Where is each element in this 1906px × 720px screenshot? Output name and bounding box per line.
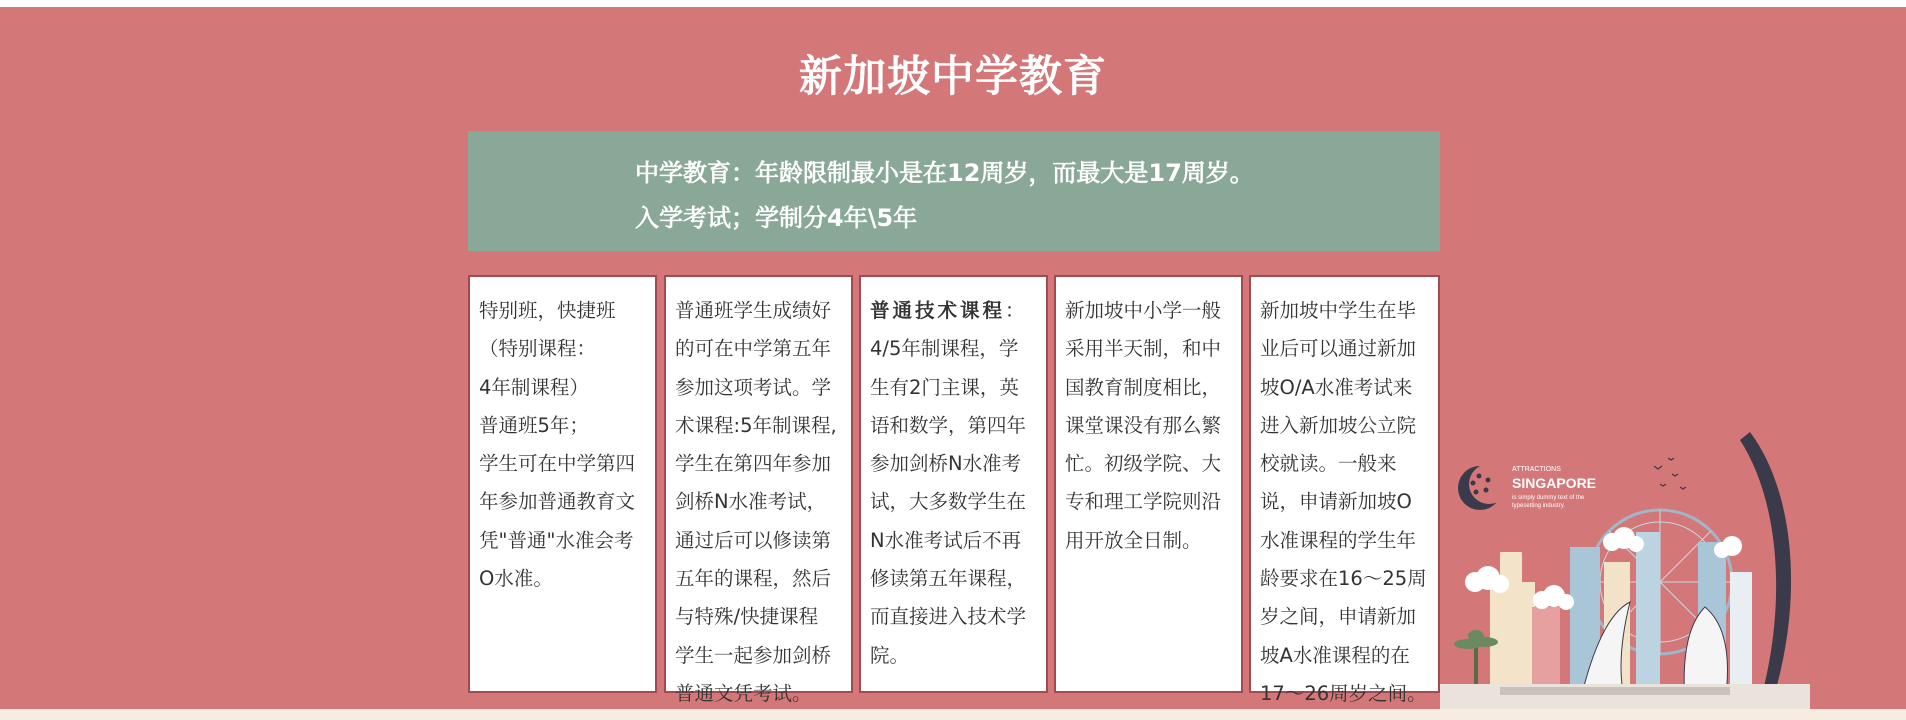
summary-box: [468, 131, 1440, 251]
crescent-stars-icon: [1458, 464, 1509, 510]
card-heading: 普通技术课程: [870, 299, 1006, 322]
card-line: 普通班5年；: [479, 413, 589, 437]
singapore-illustration: [1440, 432, 1810, 709]
card-line: 修读第五年课程，: [870, 567, 1027, 591]
card-line: 4/5年制课程，学: [870, 337, 1019, 361]
card-normal-class: [664, 275, 853, 705]
card-line: 岁之间，申请新加: [1260, 605, 1417, 629]
card-line: 年参加普通教育文: [479, 490, 636, 514]
attractions-label: ATTRACTIONS: [1512, 466, 1561, 473]
card-line: 学生可在中学第四: [479, 452, 636, 476]
card-line: 而直接进入技术学: [870, 605, 1027, 629]
card-line: 语和数学，第四年: [870, 413, 1027, 437]
card-line: （特别课程：: [479, 337, 597, 361]
card-line: 忙。初级学院、大: [1065, 452, 1222, 476]
card-line: 普通文凭考试。: [675, 681, 812, 705]
card-line: 校就读。一般来: [1260, 452, 1397, 476]
card-line: 五年的课程，然后: [675, 567, 832, 591]
card-line: 4年制课程）: [479, 375, 589, 399]
card-line: 院。: [870, 643, 910, 667]
card-line: O水准。: [479, 567, 553, 591]
summary-line-exam: 入学考试；学制分4年\5年: [635, 204, 918, 232]
card-line: 参加剑桥N水准考: [870, 452, 1022, 476]
card-line: 水准课程的学生年: [1260, 528, 1417, 552]
card-line: 采用半天制，和中: [1065, 337, 1222, 361]
card-line: 用开放全日制。: [1065, 528, 1202, 552]
card-line: 课堂课没有那么繁: [1065, 413, 1222, 437]
card-line: 说，申请新加坡O: [1260, 490, 1412, 514]
card-line: 业后可以通过新加: [1260, 337, 1417, 361]
card-line: 的可在中学第五年: [675, 337, 832, 361]
card-line: 新加坡中学生在毕: [1260, 299, 1417, 322]
card-graduation: [1249, 275, 1440, 705]
card-line: 国教育制度相比，: [1065, 375, 1222, 399]
card-heading-colon: ：: [1005, 299, 1025, 322]
card-line: 试，大多数学生在: [870, 490, 1027, 514]
card-line: 与特殊/快捷课程: [675, 605, 819, 629]
card-line: 新加坡中小学一般: [1065, 299, 1222, 322]
card-line: 术课程:5年制课程,: [675, 413, 837, 437]
card-technical-course: [859, 275, 1048, 693]
section-title: 新加坡中学教育: [799, 52, 1107, 102]
card-line: 凭"普通"水准会考: [479, 528, 634, 552]
card-heading-line: [870, 292, 1038, 330]
card-line: N水准考试后不再: [870, 528, 1022, 552]
card-line: 学生在第四年参加: [675, 452, 832, 476]
tagline-2: typesetting industry.: [1512, 503, 1565, 509]
card-line: 专和理工学院则沿: [1065, 490, 1222, 514]
card-line: 学生一起参加剑桥: [675, 643, 832, 667]
card-line: 参加这项考试。学: [675, 375, 832, 399]
card-line: 坡A水准课程的在: [1260, 643, 1410, 667]
card-line: 17～26周岁之间。: [1260, 681, 1427, 705]
card-line: 生有2门主课，英: [870, 375, 1019, 399]
card-line: 剑桥N水准考试，: [675, 490, 827, 514]
card-line: 普通班学生成绩好: [675, 299, 832, 322]
card-school-hours: [1054, 275, 1243, 693]
card-line: 特别班，快捷班: [479, 299, 616, 322]
card-line: 进入新加坡公立院: [1260, 413, 1417, 437]
card-line: 龄要求在16～25周: [1260, 567, 1427, 591]
card-line: 通过后可以修读第: [675, 528, 832, 552]
card-line: 坡O/A水准考试来: [1260, 375, 1413, 399]
summary-line-age: 中学教育：年龄限制最小是在12周岁，而最大是17周岁。: [635, 159, 1254, 187]
tagline-1: is simply dummy text of the: [1512, 495, 1585, 501]
bottom-strip: [0, 709, 1906, 720]
birds-icon: [1654, 458, 1686, 489]
singapore-label: SINGAPORE: [1512, 475, 1597, 491]
card-special-class: [468, 275, 657, 693]
